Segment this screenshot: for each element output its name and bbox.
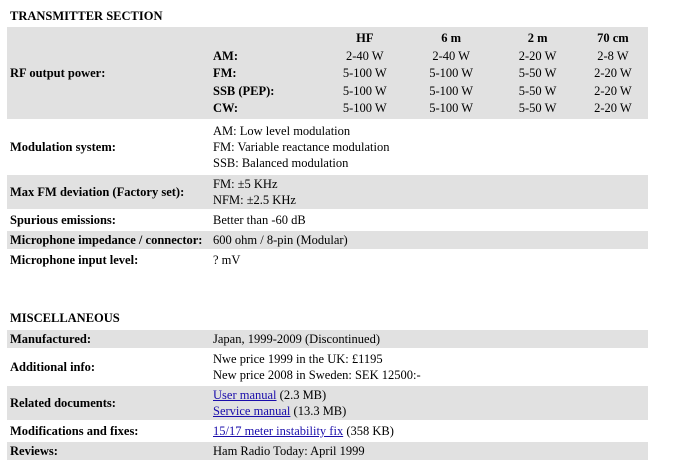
instability-fix-link[interactable]: 15/17 meter instability fix [213, 424, 344, 438]
spurious-label: Spurious emissions: [10, 212, 116, 227]
related-documents-row [7, 386, 648, 420]
mic-impedance-row [7, 231, 648, 249]
power-cell: 2-40 W [432, 48, 470, 63]
additional-info-label: Additional info: [10, 359, 96, 374]
spurious-row [7, 211, 648, 229]
power-cell: 5-50 W [518, 101, 557, 115]
mic-level-text: ? mV [213, 253, 241, 267]
modifications-line [213, 423, 645, 439]
mode-label: CW: [213, 101, 238, 115]
modulation-line: AM: Low level modulation [213, 124, 351, 138]
additional-info-line: Nwe price 1999 in the UK: £1195 [213, 352, 383, 366]
service-manual-size: (13.3 MB) [290, 404, 347, 418]
power-cell: 5-100 W [429, 83, 474, 98]
reviews-text: Ham Radio Today: April 1999 [213, 444, 365, 458]
manufactured-text: Japan, 1999-2009 (Discontinued) [213, 332, 380, 346]
spurious-text: Better than -60 dB [213, 213, 306, 227]
modifications-value [210, 422, 648, 440]
mode-label: FM: [213, 66, 237, 80]
power-cell: 5-100 W [429, 101, 474, 115]
mic-impedance-text: 600 ohm / 8-pin (Modular) [213, 233, 348, 247]
modulation-line: FM: Variable reactance modulation [213, 140, 390, 154]
misc-section-title: MISCELLANEOUS [10, 311, 120, 325]
modulation-row [7, 121, 648, 173]
additional-info-row [7, 350, 648, 384]
modifications-row [7, 422, 648, 440]
rf-row-fm [213, 65, 645, 83]
rf-row-cw [213, 100, 645, 118]
power-cell: 2-40 W [345, 48, 384, 63]
transmitter-section-title: TRANSMITTER SECTION [10, 9, 163, 23]
reviews-row [7, 442, 648, 460]
service-manual-line [213, 403, 645, 419]
power-cell: 5-50 W [518, 83, 557, 98]
power-cell: 5-50 W [518, 66, 557, 80]
rf-header-row [213, 30, 645, 48]
modifications-label: Modifications and fixes: [10, 423, 139, 438]
power-cell: 2-20 W [594, 66, 632, 80]
mic-level-value [210, 251, 648, 269]
power-cell: 2-8 W [597, 48, 629, 63]
band-header-6m: 6 m [441, 31, 462, 45]
mic-level-label: Microphone input level: [10, 252, 139, 267]
band-header-2m: 2 m [527, 31, 548, 45]
rf-output-label: RF output power: [7, 27, 210, 119]
mic-impedance-value [210, 231, 648, 249]
manufactured-label: Manufactured: [7, 330, 210, 348]
power-cell: 2-20 W [594, 101, 632, 115]
related-documents-label: Related documents: [7, 386, 210, 420]
additional-info-value [210, 350, 648, 384]
related-documents-value [210, 386, 648, 420]
power-cell: 5-100 W [342, 83, 387, 98]
transmitter-spec-table [7, 27, 648, 271]
additional-info-line: New price 2008 in Sweden: SEK 12500:- [213, 368, 421, 382]
fm-deviation-row [7, 175, 648, 209]
user-manual-line [213, 387, 645, 403]
modulation-label: Modulation system: [10, 139, 116, 154]
power-cell: 5-100 W [342, 66, 387, 80]
band-header-hf: HF [356, 31, 374, 45]
fm-deviation-label: Max FM deviation (Factory set): [7, 175, 210, 209]
mic-level-row [7, 251, 648, 269]
reviews-label: Reviews: [7, 442, 210, 460]
power-cell: 2-20 W [594, 83, 632, 98]
fm-deviation-line: NFM: ±2.5 KHz [213, 193, 296, 207]
manufactured-row [7, 330, 648, 348]
band-header-70cm: 70 cm [597, 31, 629, 45]
power-cell: 5-100 W [342, 101, 387, 115]
mode-label: AM: [213, 48, 238, 63]
mic-impedance-label: Microphone impedance / connector: [7, 231, 210, 249]
user-manual-link[interactable]: User manual [213, 388, 277, 402]
manufactured-value [210, 330, 648, 348]
mode-label: SSB (PEP): [213, 83, 275, 98]
rf-output-value [210, 27, 648, 119]
fm-deviation-line: FM: ±5 KHz [213, 177, 278, 191]
rf-row-am [213, 48, 645, 66]
modulation-line: SSB: Balanced modulation [213, 156, 349, 170]
rf-output-row [7, 27, 648, 119]
rf-row-ssb [213, 83, 645, 101]
instability-fix-size: (358 KB) [343, 424, 394, 438]
spurious-value [210, 211, 648, 229]
modulation-value [210, 121, 648, 173]
reviews-value [210, 442, 648, 460]
rf-power-table [213, 30, 645, 118]
power-cell: 2-20 W [518, 48, 557, 63]
fm-deviation-value [210, 175, 648, 209]
user-manual-size: (2.3 MB) [276, 388, 327, 402]
power-cell: 5-100 W [429, 66, 474, 80]
misc-spec-table [7, 330, 648, 462]
service-manual-link[interactable]: Service manual [213, 404, 291, 418]
